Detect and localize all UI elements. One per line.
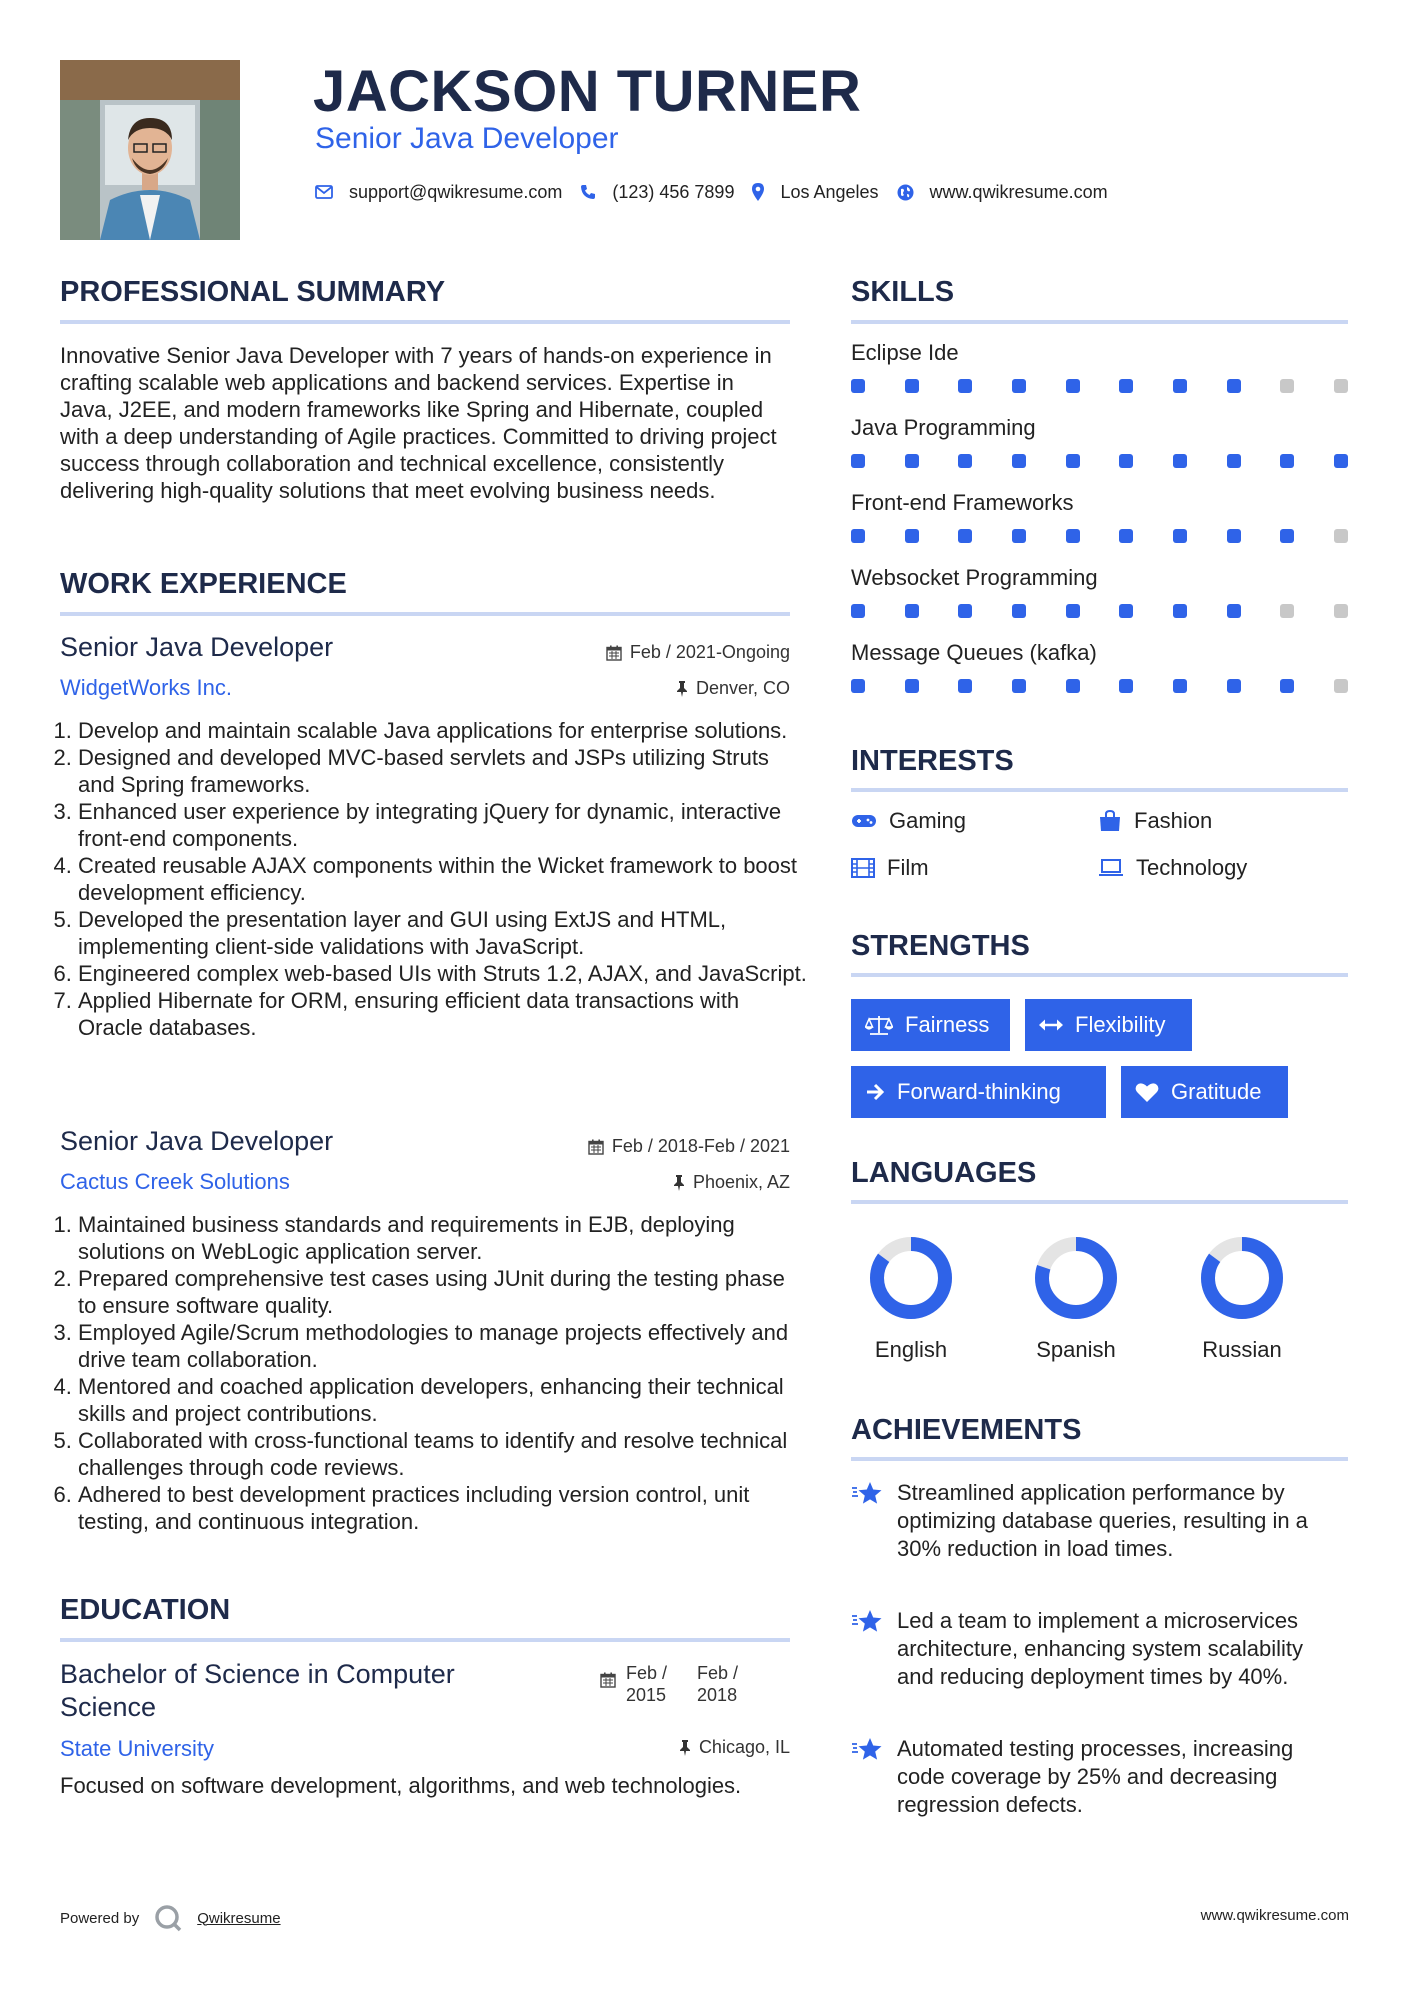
film-icon (851, 858, 875, 878)
skill-dot-filled (1066, 454, 1080, 468)
arrow-right-icon (865, 1083, 885, 1101)
skill-dot-filled (1227, 454, 1241, 468)
job-dates-text: Feb / 2021-Ongoing (629, 642, 790, 662)
skill-dot-filled (1066, 679, 1080, 693)
edu-end-year: 2018 (697, 1685, 738, 1705)
language-name: Russian (1202, 1337, 1282, 1362)
achievement-text: Automated testing processes, increasing code coverage by 25% and decreasing regression defects. (897, 1736, 1294, 1817)
skill-dot-filled (1280, 529, 1294, 543)
skill-dot-empty (1334, 379, 1348, 393)
pushpin-icon (673, 1175, 685, 1191)
skill-dot-empty (1334, 529, 1348, 543)
edu-start-year: 2015 (626, 1685, 667, 1705)
candidate-name: JACKSON TURNER (313, 59, 862, 124)
skill-dot-empty (1334, 679, 1348, 693)
languages-heading: LANGUAGES (851, 1157, 1037, 1189)
skill-dot-filled (1012, 379, 1026, 393)
achievements-divider (851, 1457, 1348, 1461)
globe-icon (897, 184, 914, 201)
interest-technology (1098, 855, 1247, 881)
job-duty: 5. Developed the presentation layer and GUI using ExtJS and HTML, implementing client-side validations with JavaScript. (78, 906, 808, 960)
contact-location (752, 182, 878, 203)
skill-dot-filled (1173, 379, 1187, 393)
skill-dot-filled (905, 679, 919, 693)
phone-text: (123) 456 7899 (612, 181, 735, 202)
skill-name: Front-end Frameworks (851, 490, 1074, 515)
phone-icon (580, 184, 596, 200)
achievement-text: Streamlined application performance by optimizing database queries, resulting in a 30% reduction in load times. (897, 1480, 1308, 1561)
skill-dot-filled (1119, 679, 1133, 693)
skill-rating (851, 379, 1348, 393)
brand-link[interactable]: Qwikresume (197, 1909, 281, 1927)
job-dates-text: Feb / 2018-Feb / 2021 (611, 1136, 790, 1156)
arrows-horizontal-icon (1039, 1018, 1063, 1032)
calendar-icon (588, 1139, 604, 1155)
language-donut (1033, 1235, 1119, 1321)
skill-rating (851, 454, 1348, 468)
education-description: Focused on software development, algorithms, and web technologies. (60, 1773, 742, 1798)
achievement-item (851, 1735, 1341, 1819)
achievement-item (851, 1479, 1341, 1563)
interest-gaming (851, 808, 966, 834)
strength-label: Gratitude (1171, 1079, 1262, 1104)
skill-dot-filled (1066, 529, 1080, 543)
skill-dot-filled (1334, 454, 1348, 468)
summary-text: Innovative Senior Java Developer with 7 years of hands-on experience in crafting scalable web applications and backend services. Expertise in Java, J2EE, and modern frameworks like Spring and Hibernate, coupled with a deep understanding of Agile practices. Committed to driving project success through collaboration and technical excellence, consistently delivering high-quality solutions that meet evolving business needs. (60, 343, 777, 503)
skill-dot-empty (1334, 604, 1348, 618)
skill-dot-filled (905, 454, 919, 468)
shopping-bag-icon (1098, 810, 1122, 832)
job-duty: 1. Maintained business standards and requirements in EJB, deploying solutions on WebLogic application server. (78, 1211, 808, 1265)
job-duty: 3. Employed Agile/Scrum methodologies to manage projects effectively and drive team collaboration. (78, 1319, 808, 1373)
strength-chip (1121, 1066, 1288, 1118)
skill-item (851, 490, 1348, 543)
skill-name: Message Queues (kafka) (851, 640, 1097, 665)
skill-dot-filled (1066, 604, 1080, 618)
strength-label: Forward-thinking (897, 1079, 1061, 1104)
star-award-icon (851, 1481, 883, 1507)
qwikresume-logo-icon (153, 1903, 183, 1933)
job-company: Cactus Creek Solutions (60, 1169, 290, 1194)
footer-site[interactable]: www.qwikresume.com (1200, 1907, 1349, 1924)
star-award-icon (851, 1609, 883, 1635)
job-duty: 4. Mentored and coached application developers, enhancing their technical skills and project contributions. (78, 1373, 808, 1427)
skill-dot-filled (1012, 679, 1026, 693)
skill-name: Eclipse Ide (851, 340, 959, 365)
skill-dot-filled (1012, 529, 1026, 543)
language-item (1177, 1235, 1307, 1363)
contact-bar (315, 180, 1126, 204)
skill-dot-filled (1119, 379, 1133, 393)
skill-dot-filled (905, 529, 919, 543)
footer-powered-by (60, 1903, 281, 1933)
skill-dot-filled (1012, 454, 1026, 468)
strength-label: Flexibility (1075, 1012, 1166, 1037)
skill-dot-filled (958, 379, 972, 393)
strength-chip (851, 1066, 1106, 1118)
job-dates (606, 642, 790, 663)
skill-dot-filled (1227, 679, 1241, 693)
achievement-item (851, 1607, 1341, 1691)
skill-dot-filled (1280, 679, 1294, 693)
skill-dot-filled (905, 379, 919, 393)
achievement-text: Led a team to implement a microservices architecture, enhancing system scalability and reducing deployment times by 40%. (897, 1608, 1303, 1689)
edu-end-month: Feb / (697, 1663, 739, 1683)
job-title: Senior Java Developer (60, 632, 334, 662)
job-duty: 2. Designed and developed MVC-based servlets and JSPs utilizing Struts and Spring frameworks. (78, 744, 808, 798)
strength-label: Fairness (905, 1012, 990, 1037)
skill-dot-filled (1119, 454, 1133, 468)
language-donut (868, 1235, 954, 1321)
skill-dot-filled (851, 529, 865, 543)
skill-dot-filled (1119, 604, 1133, 618)
skill-item (851, 340, 1348, 393)
strength-chip (851, 999, 1010, 1051)
job-location-text: Phoenix, AZ (692, 1172, 790, 1192)
skill-dot-filled (958, 454, 972, 468)
skill-dot-filled (1012, 604, 1026, 618)
skill-dot-filled (851, 604, 865, 618)
summary-heading: PROFESSIONAL SUMMARY (60, 276, 446, 308)
email-text: support@qwikresume.com (349, 181, 563, 202)
job-dates (588, 1136, 790, 1157)
skill-item (851, 565, 1348, 618)
education-location-text: Chicago, IL (698, 1737, 790, 1757)
language-donut (1199, 1235, 1285, 1321)
skill-name: Java Programming (851, 415, 1036, 440)
job-duty: 6. Adhered to best development practices including version control, unit testing, and continuous integration. (78, 1481, 808, 1535)
skill-rating (851, 529, 1348, 543)
job-duty: 5. Collaborated with cross-functional teams to identify and resolve technical challenges through code reviews. (78, 1427, 808, 1481)
candidate-title: Senior Java Developer (315, 122, 619, 155)
skill-dot-filled (1173, 604, 1187, 618)
achievements-heading: ACHIEVEMENTS (851, 1414, 1082, 1446)
skill-dot-filled (1173, 454, 1187, 468)
pushpin-icon (679, 1740, 691, 1756)
skill-dot-filled (1280, 454, 1294, 468)
language-item (846, 1235, 976, 1363)
balance-scale-icon (865, 1014, 893, 1036)
website-text: www.qwikresume.com (929, 181, 1108, 202)
job-title: Senior Java Developer (60, 1126, 334, 1156)
skill-dot-filled (1227, 379, 1241, 393)
interests-heading: INTERESTS (851, 745, 1014, 777)
job-duty: 3. Enhanced user experience by integrating jQuery for dynamic, interactive front-end components. (78, 798, 808, 852)
skill-dot-filled (851, 454, 865, 468)
skill-dot-filled (958, 529, 972, 543)
star-award-icon (851, 1737, 883, 1763)
envelope-icon (315, 185, 333, 199)
heart-icon (1135, 1082, 1159, 1103)
job-duty: 1. Develop and maintain scalable Java applications for enterprise solutions. (78, 717, 808, 744)
skill-dot-filled (1066, 379, 1080, 393)
job-location (676, 678, 790, 699)
skill-dot-filled (958, 679, 972, 693)
languages-divider (851, 1200, 1348, 1204)
skill-item (851, 415, 1348, 468)
calendar-icon (600, 1672, 616, 1688)
job-location (673, 1172, 790, 1193)
interest-label: Film (887, 855, 929, 880)
strengths-divider (851, 973, 1348, 977)
skill-dot-filled (851, 679, 865, 693)
strength-chip (1025, 999, 1192, 1051)
skill-dot-filled (1119, 529, 1133, 543)
skill-dot-filled (1227, 604, 1241, 618)
skill-dot-empty (1280, 379, 1294, 393)
interest-label: Technology (1136, 855, 1248, 880)
skill-item (851, 640, 1348, 693)
experience-divider (60, 612, 790, 616)
interest-film (851, 855, 929, 881)
gamepad-icon (851, 813, 877, 829)
experience-heading: WORK EXPERIENCE (60, 568, 347, 600)
laptop-icon (1098, 859, 1124, 877)
interests-divider (851, 788, 1348, 792)
interest-fashion (1098, 808, 1212, 834)
language-name: English (874, 1337, 948, 1362)
contact-website[interactable] (897, 182, 1108, 203)
job-duty: 7. Applied Hibernate for ORM, ensuring efficient data transactions with Oracle databases. (78, 987, 808, 1041)
skill-dot-filled (1173, 529, 1187, 543)
strengths-heading: STRENGTHS (851, 930, 1030, 962)
powered-by-text: Powered by (60, 1909, 140, 1927)
edu-start-month: Feb / (626, 1663, 668, 1683)
skills-heading: SKILLS (851, 276, 955, 308)
education-location (679, 1737, 790, 1758)
language-item (1011, 1235, 1141, 1363)
profile-photo (60, 60, 240, 240)
job-duty: 6. Engineered complex web-based UIs with Struts 1.2, AJAX, and JavaScript. (78, 960, 808, 987)
summary-divider (60, 320, 790, 324)
job-location-text: Denver, CO (695, 678, 790, 698)
school-name: State University (60, 1736, 215, 1761)
skill-dot-filled (851, 379, 865, 393)
job-duty: 2. Prepared comprehensive test cases using JUnit during the testing phase to ensure software quality. (78, 1265, 808, 1319)
job-company: WidgetWorks Inc. (60, 675, 232, 700)
calendar-icon (606, 645, 622, 661)
skill-dot-filled (958, 604, 972, 618)
job-duty: 4. Created reusable AJAX components within the Wicket framework to boost development efficiency. (78, 852, 808, 906)
skill-name: Websocket Programming (851, 565, 1098, 590)
skill-dot-filled (905, 604, 919, 618)
education-heading: EDUCATION (60, 1594, 231, 1626)
skill-rating (851, 679, 1348, 693)
map-pin-icon (752, 183, 764, 201)
job-duties-list (60, 1211, 808, 1535)
contact-email[interactable] (315, 182, 562, 203)
language-name: Spanish (1036, 1337, 1116, 1362)
degree-title: Bachelor of Science in Computer Science (60, 1659, 455, 1722)
education-dates (600, 1662, 738, 1706)
job-duties-list (60, 717, 808, 1041)
education-divider (60, 1638, 790, 1642)
skills-divider (851, 320, 1348, 324)
skill-dot-filled (1227, 529, 1241, 543)
contact-phone[interactable] (580, 182, 734, 203)
interest-label: Gaming (889, 808, 967, 833)
skill-dot-filled (1173, 679, 1187, 693)
pushpin-icon (676, 681, 688, 697)
skill-rating (851, 604, 1348, 618)
skill-dot-empty (1280, 604, 1294, 618)
interest-label: Fashion (1134, 808, 1213, 833)
location-text: Los Angeles (780, 181, 879, 202)
